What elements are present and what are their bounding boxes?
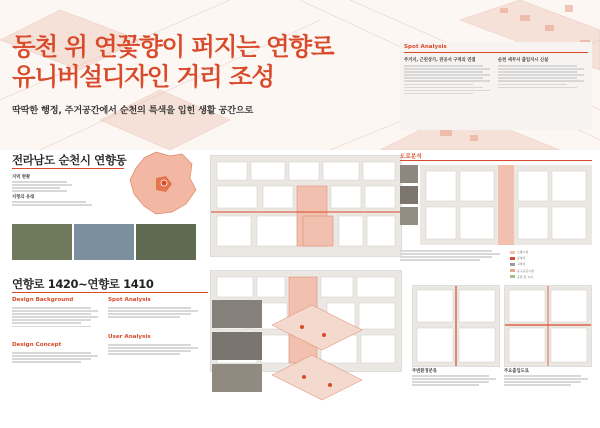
region-item-1-head: 지역 현황 (12, 175, 31, 180)
legend-item-5: 공원 및 녹지 (517, 274, 533, 279)
street-photo-3 (212, 364, 262, 392)
title-line-1: 동천 위 연꽃향이 퍼지는 연향로 (12, 32, 334, 61)
road-analysis-heading: 도로분석 (400, 154, 422, 160)
street-photo-2 (212, 332, 262, 360)
bottom-map-2 (504, 285, 592, 367)
road-analysis-legend (510, 250, 592, 281)
district-map-1 (210, 155, 402, 257)
title-line-2: 유니버설디자인 거리 조성 (12, 62, 274, 91)
road-photo-3 (400, 207, 418, 225)
spot-analysis-panel (400, 42, 592, 130)
location-pin-icon (161, 180, 167, 186)
region-item-2-head: 지형의 유래 (12, 195, 35, 200)
road-photo-1 (400, 165, 418, 183)
legend-item-4: 중구공공시설 (517, 268, 534, 273)
spot-col1-text (404, 65, 490, 96)
legend-item-1: 소형시설 (517, 250, 529, 254)
photo-aerial-1 (12, 224, 72, 260)
region-title: 전라남도 순천시 연향동 (12, 153, 127, 167)
suncheon-map (126, 150, 198, 218)
photo-aerial-3 (136, 224, 196, 260)
bottom-item-1: 주변환경분류 (412, 369, 437, 374)
legend-item-2: 공영지 (517, 256, 526, 261)
photo-aerial-2 (74, 224, 134, 260)
street-photo-1 (212, 300, 262, 328)
user-analysis-heading: User Analysis (108, 334, 151, 340)
road-analysis-map (420, 165, 592, 245)
road-photo-2 (400, 186, 418, 204)
legend-item-3: 고밀지 (517, 262, 526, 267)
street-isometric (272, 285, 362, 425)
subtitle: 딱딱한 행정, 주거공간에서 순천의 특색을 입힌 생활 공간으로 (12, 105, 254, 116)
spot-col1-title: 주거지, 근린상가, 관공서 구역의 연결 (404, 58, 476, 63)
spot-analysis-heading: Spot Analysis (404, 44, 447, 50)
bottom-item-2: 주요출입도로 (504, 369, 529, 374)
spot-col2-text (498, 65, 584, 90)
road-spot-analysis-heading: Spot Analysis (108, 297, 151, 303)
bottom-map-1 (412, 285, 500, 367)
design-background-heading: Design Background (12, 297, 74, 303)
spot-col2-title: 순천 세무서 출입지시 신설 (498, 58, 549, 63)
design-concept-heading: Design Concept (12, 342, 62, 348)
road-title: 연향로 1420~연향로 1410 (12, 277, 154, 291)
